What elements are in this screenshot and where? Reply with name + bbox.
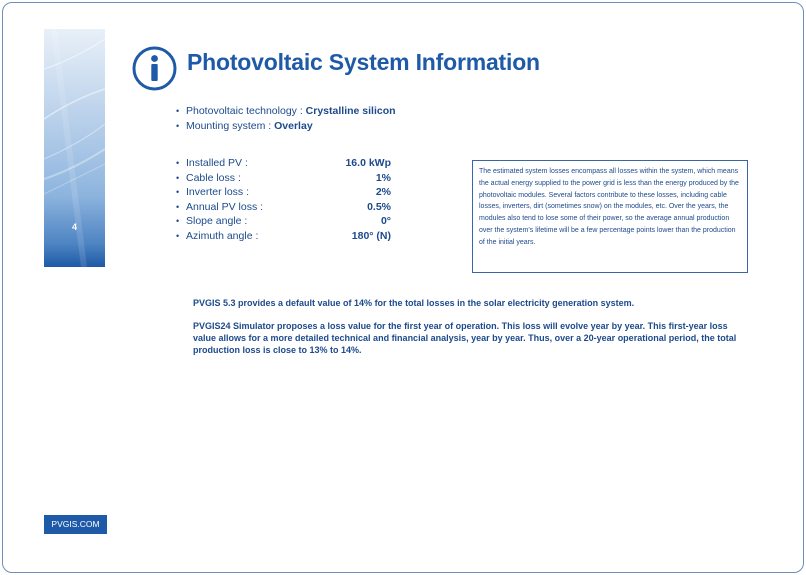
parameter-value: 2%	[375, 186, 391, 198]
list-item	[176, 119, 396, 134]
list-item	[176, 104, 396, 119]
parameter-value: 0.5%	[367, 200, 391, 213]
footer-site-badge: PVGIS.COM	[44, 515, 107, 534]
parameters-list	[176, 156, 391, 243]
system-info-list	[176, 104, 396, 133]
page-number: 4	[71, 222, 77, 232]
parameter-label: Cable loss :	[186, 171, 241, 184]
list-item	[176, 214, 391, 229]
parameter-label: Installed PV :	[186, 157, 248, 169]
parameter-label: Azimuth angle :	[186, 229, 259, 242]
parameter-label: Annual PV loss :	[186, 200, 264, 213]
list-item	[176, 185, 391, 200]
list-item	[176, 229, 391, 244]
simulator-losses-paragraph: PVGIS24 Simulator proposes a loss value for the first year of operation. This loss will evolve year by year. This first-year loss value allows for a more detailed technical and financial analysis, year by year. Thus, over a 20-year operational period, the total production loss is close to 13% to 14%.	[193, 321, 737, 355]
losses-note-box: The estimated system losses encompass all losses within the system, which means the actual energy supplied to the power grid is less than the energy produced by the photovoltaic modules. Several factors contribute to these losses, including cable losses, inverters, dirt (sometimes snow) on the modules, etc. Over the years, the modules also tend to lose some of their power, so the average annual production over the system's lifetime will be a few percentage points lower than the production of the initial years.	[472, 160, 748, 273]
parameter-value: 1%	[375, 171, 391, 184]
info-circle-icon	[132, 46, 177, 91]
default-losses-paragraph: PVGIS 5.3 provides a default value of 14% for the total losses in the solar electricity generation system.	[193, 298, 635, 308]
list-item	[176, 171, 391, 186]
page-frame	[2, 2, 804, 573]
parameter-value: 180° (N)	[351, 229, 391, 242]
parameter-label: Inverter loss :	[186, 186, 250, 198]
page-title: Photovoltaic System Information	[187, 49, 540, 75]
system-info-value: Overlay	[274, 119, 313, 132]
parameter-label: Slope angle :	[186, 215, 248, 227]
parameter-value: 0°	[380, 215, 391, 227]
system-info-label: Mounting system :	[186, 119, 275, 132]
parameter-value: 16.0 kWp	[345, 157, 391, 169]
system-info-label: Photovoltaic technology :	[186, 105, 306, 117]
list-item	[176, 156, 391, 171]
list-item	[176, 200, 391, 215]
system-info-value: Crystalline silicon	[305, 105, 396, 117]
